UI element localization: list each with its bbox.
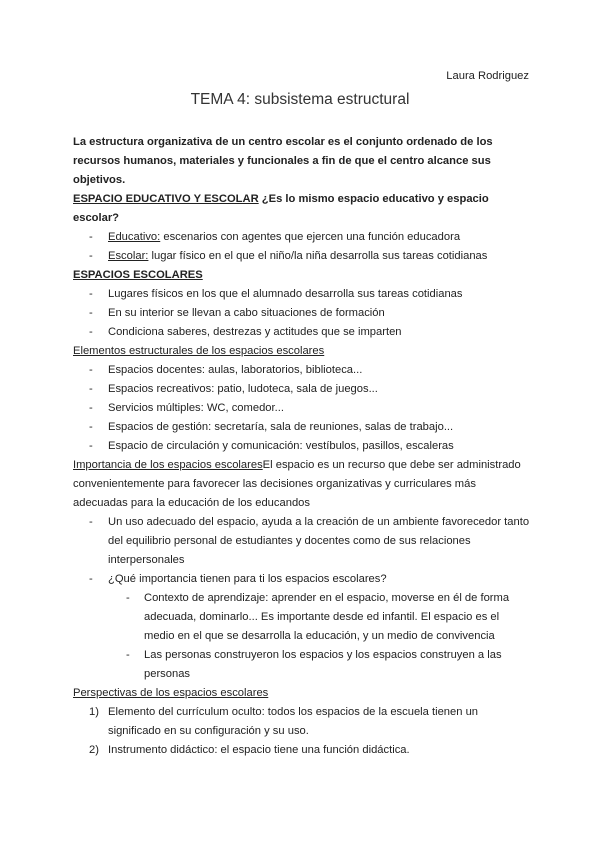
dash-bullet: - <box>126 592 130 604</box>
dash-bullet: - <box>89 250 93 262</box>
section-heading-perspectivas: Perspectivas de los espacios escolares <box>73 687 269 699</box>
list-item <box>73 285 533 304</box>
list-item <box>73 323 533 342</box>
intro-line: recursos humanos, materiales y funcionales a fin de que el centro alcance sus <box>73 155 491 167</box>
paragraph-text: El espacio es un recurso que debe ser administrado <box>262 459 521 471</box>
section-heading-importancia <box>73 456 533 475</box>
dash-bullet: - <box>89 364 93 376</box>
sub-list-item-cont: adecuada, dominarlo... Es importante desde ed infantil. El espacio es el <box>144 611 500 623</box>
numbered-item <box>73 741 533 760</box>
dash-bullet: - <box>89 288 93 300</box>
list-item-cont: interpersonales <box>108 554 185 566</box>
list-item <box>73 361 533 380</box>
list-item <box>73 513 533 532</box>
list-item-text: Elemento del currículum oculto: todos los espacios de la escuela tienen un <box>108 706 479 718</box>
definition: escenarios con agentes que ejercen una función educadora <box>160 231 461 243</box>
dash-bullet: - <box>89 402 93 414</box>
list-item <box>73 399 533 418</box>
list-item <box>73 304 533 323</box>
item-number: 2) <box>89 744 99 756</box>
author-name: Laura Rodriguez <box>446 70 529 82</box>
list-item-text: En su interior se llevan a cabo situaciones de formación <box>108 307 385 319</box>
heading-question: ¿Es lo mismo espacio educativo y espacio <box>258 193 489 205</box>
list-item-text: Un uso adecuado del espacio, ayuda a la creación de un ambiente favorecedor tanto <box>108 516 530 528</box>
heading-underlined: ESPACIO EDUCATIVO Y ESCOLAR <box>73 193 259 205</box>
list-item-text: Espacios docentes: aulas, laboratorios, biblioteca... <box>108 364 363 376</box>
intro-line: La estructura organizativa de un centro escolar es el conjunto ordenado de los <box>73 136 493 148</box>
dash-bullet: - <box>126 649 130 661</box>
intro-line: objetivos. <box>73 174 126 186</box>
list-item-text: ¿Qué importancia tienen para ti los espacios escolares? <box>108 573 387 585</box>
list-item-text: Contexto de aprendizaje: aprender en el espacio, moverse en él de forma <box>144 592 510 604</box>
list-item <box>73 380 533 399</box>
dash-bullet: - <box>89 440 93 452</box>
sub-list-item-cont: medio en el que se desarrolla la educación, y un medio de convivencia <box>144 630 495 642</box>
list-item-text: Instrumento didáctico: el espacio tiene una función didáctica. <box>108 744 410 756</box>
list-item <box>73 418 533 437</box>
sub-list-item <box>73 646 533 665</box>
paragraph-line: adecuadas para la educación de los educandos <box>73 497 310 509</box>
document-body <box>73 133 533 760</box>
dash-bullet: - <box>89 326 93 338</box>
list-item-text: Lugares físicos en los que el alumnado desarrolla sus tareas cotidianas <box>108 288 463 300</box>
dash-bullet: - <box>89 516 93 528</box>
list-item <box>73 437 533 456</box>
section-heading-elementos: Elementos estructurales de los espacios escolares <box>73 345 325 357</box>
list-item-cont: del equilibrio personal de estudiantes y docentes como de sus relaciones <box>108 535 471 547</box>
section-heading-espacio <box>73 190 533 209</box>
page-title: TEMA 4: subsistema estructural <box>190 91 410 108</box>
sub-list-item <box>73 589 533 608</box>
list-item <box>73 247 533 266</box>
term: Escolar: <box>108 250 149 262</box>
section-heading-espacios: ESPACIOS ESCOLARES <box>73 269 203 281</box>
dash-bullet: - <box>89 307 93 319</box>
heading-underlined: Importancia de los espacios escolares <box>73 459 263 471</box>
list-item-text: Condiciona saberes, destrezas y actitudes que se imparten <box>108 326 402 338</box>
term: Educativo: <box>108 231 161 243</box>
list-item-text: Espacio de circulación y comunicación: vestíbulos, pasillos, escaleras <box>108 440 454 452</box>
list-item-text: Espacios recreativos: patio, ludoteca, sala de juegos... <box>108 383 378 395</box>
list-item <box>73 228 533 247</box>
list-item-text: Servicios múltiples: WC, comedor... <box>108 402 284 414</box>
numbered-item <box>73 703 533 722</box>
numbered-item-cont: significado en su configuración y su uso. <box>108 725 309 737</box>
dash-bullet: - <box>89 573 93 585</box>
item-number: 1) <box>89 706 99 718</box>
definition: lugar físico en el que el niño/la niña desarrolla sus tareas cotidianas <box>148 250 488 262</box>
dash-bullet: - <box>89 421 93 433</box>
heading-question-cont: escolar? <box>73 212 120 224</box>
list-item-text: Espacios de gestión: secretaría, sala de reuniones, salas de trabajo... <box>108 421 454 433</box>
list-item <box>73 570 533 589</box>
dash-bullet: - <box>89 231 93 243</box>
list-item-text: Las personas construyeron los espacios y los espacios construyen a las <box>144 649 502 661</box>
dash-bullet: - <box>89 383 93 395</box>
paragraph-line: convenientemente para favorecer las decisiones organizativas y curriculares más <box>73 478 476 490</box>
sub-list-item-cont: personas <box>144 668 191 680</box>
